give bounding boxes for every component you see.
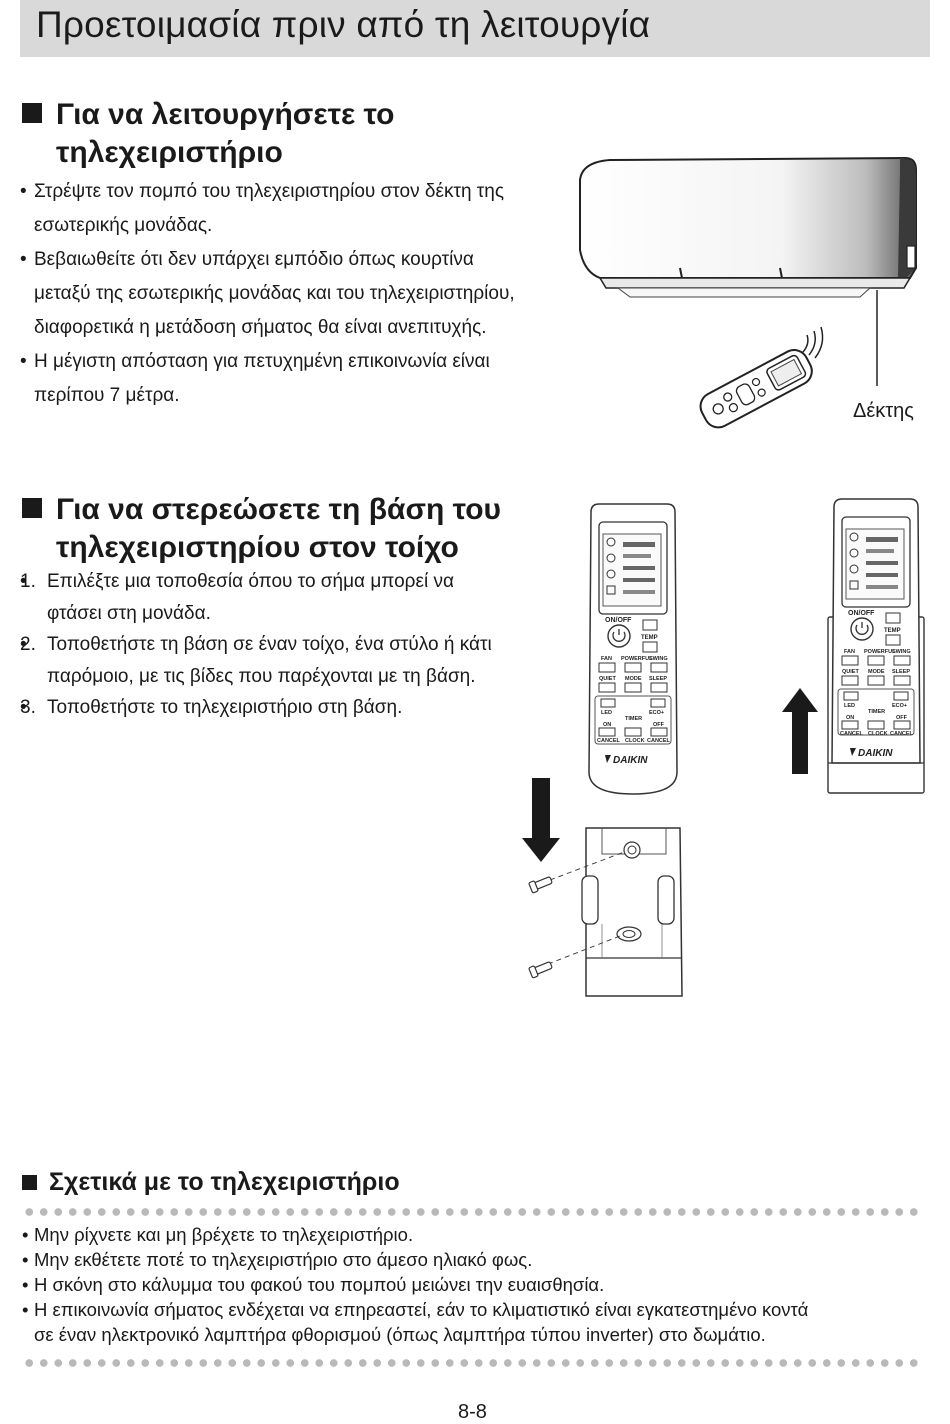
clock-label: CLOCK (625, 738, 645, 744)
page-title: Προετοιμασία πριν από τη λειτουργία (36, 4, 651, 45)
sleep-label: SLEEP (649, 676, 668, 682)
cancel-label: CANCEL (840, 731, 863, 737)
timer-label: TIMER (868, 709, 886, 715)
powerful-label: POWERFUL (621, 656, 653, 662)
square-bullet-icon (22, 498, 42, 518)
remote-in-holder-illustration (828, 497, 924, 797)
led-label: LED (601, 710, 612, 716)
mount-steps (20, 566, 580, 724)
led-label: LED (844, 703, 855, 709)
heading-line-2: τηλεχειριστήριο (56, 136, 283, 169)
mode-label: MODE (868, 669, 885, 675)
clock-label: CLOCK (868, 731, 888, 737)
title-bar (20, 0, 930, 57)
step-item: • 2. Τοποθετήστε τη βάση σε έναν τοίχο, ένα στύλο ή κάτι παρόμοιο, με τις βίδες που παρέχονται με τη βάση. (20, 629, 580, 692)
quiet-label: QUIET (599, 676, 616, 682)
remote-control-illustration (585, 502, 681, 798)
section-operate-heading (22, 96, 542, 172)
bullet-item: • Βεβαιωθείτε ότι δεν υπάρχει εμπόδιο όπως κουρτίνα μεταξύ της εσωτερικής μονάδας και του τηλεχειριστηρίου, διαφορετικά η μετάδοση σήματος θα είναι ανεπιτυχής. (20, 243, 580, 345)
on-off-label: ON/OFF (848, 610, 875, 617)
timer-on-label: ON (846, 715, 855, 721)
eco-label: ECO+ (649, 710, 665, 716)
dotted-divider-top (22, 1207, 924, 1217)
note-item: • Η επικοινωνία σήματος ενδέχεται να επηρεαστεί, εάν το κλιματιστικό είναι εγκατεστημένο κοντά σε έναν ηλεκτρονικό λαμπτήρα φθορισμού (όπως λαμπτήρα τύπου inverter) στο δωμάτιο. (22, 1297, 922, 1347)
mode-label: MODE (625, 676, 642, 682)
operate-bullets (20, 175, 580, 413)
heading-line-1: Για να λειτουργήσετε το (56, 98, 395, 131)
arrow-up-icon (780, 688, 820, 776)
timer-label: TIMER (625, 716, 643, 722)
on-off-label: ON/OFF (605, 617, 632, 624)
page-number: 8-8 (458, 1401, 487, 1423)
wall-holder-illustration (530, 824, 700, 1000)
cancel-label: CANCEL (597, 738, 620, 744)
step-item: • 1. Επιλέξτε μια τοποθεσία όπου το σήμα μπορεί να φτάσει στη μονάδα. (20, 566, 580, 629)
about-notes (22, 1222, 922, 1347)
heading-line-2: τηλεχειριστηρίου στον τοίχο (56, 531, 459, 564)
receiver-pointer-line (870, 290, 890, 390)
cancel-label-2: CANCEL (647, 738, 670, 744)
fan-label: FAN (844, 649, 855, 655)
timer-off-label: OFF (653, 722, 664, 728)
temp-label: TEMP (641, 635, 658, 641)
note-item: • Η σκόνη στο κάλυμμα του φακού του πομπού μειώνει την ευαισθησία. (22, 1272, 922, 1297)
eco-label: ECO+ (892, 703, 908, 709)
section-about-heading (22, 1166, 400, 1198)
dotted-divider-bottom (22, 1358, 924, 1368)
indoor-unit-illustration (570, 150, 925, 310)
bullet-item: • Στρέψτε τον πομπό του τηλεχειριστηρίου στον δέκτη της εσωτερικής μονάδας. (20, 175, 580, 243)
note-item: • Μην ρίχνετε και μη βρέχετε το τηλεχειριστήριο. (22, 1222, 922, 1247)
brand-label: DAIKIN (858, 748, 893, 759)
note-item: • Μην εκθέτετε ποτέ το τηλεχειριστήριο στο άμεσο ηλιακό φως. (22, 1247, 922, 1272)
timer-off-label: OFF (896, 715, 907, 721)
timer-on-label: ON (603, 722, 612, 728)
bullet-item: • Η μέγιστη απόσταση για πετυχημένη επικοινωνία είναι περίπου 7 μέτρα. (20, 345, 580, 413)
section-about-title: Σχετικά με το τηλεχειριστήριο (49, 1168, 400, 1196)
cancel-label-2: CANCEL (890, 731, 913, 737)
heading-line-1: Για να στερεώσετε τη βάση του (56, 493, 501, 526)
temp-label: TEMP (884, 628, 901, 634)
square-bullet-icon (22, 103, 42, 123)
section-mount-heading (22, 491, 562, 567)
sleep-label: SLEEP (892, 669, 911, 675)
swing-label: SWING (649, 656, 668, 662)
brand-label: DAIKIN (613, 755, 648, 766)
step-item: • 3. Τοποθετήστε το τηλεχειριστήριο στη βάση. (20, 692, 580, 724)
quiet-label: QUIET (842, 669, 859, 675)
fan-label: FAN (601, 656, 612, 662)
remote-pointing-illustration (690, 330, 840, 430)
powerful-label: POWERFUL (864, 649, 896, 655)
receiver-label: Δέκτης (853, 400, 914, 422)
square-bullet-icon (22, 1175, 37, 1190)
swing-label: SWING (892, 649, 911, 655)
